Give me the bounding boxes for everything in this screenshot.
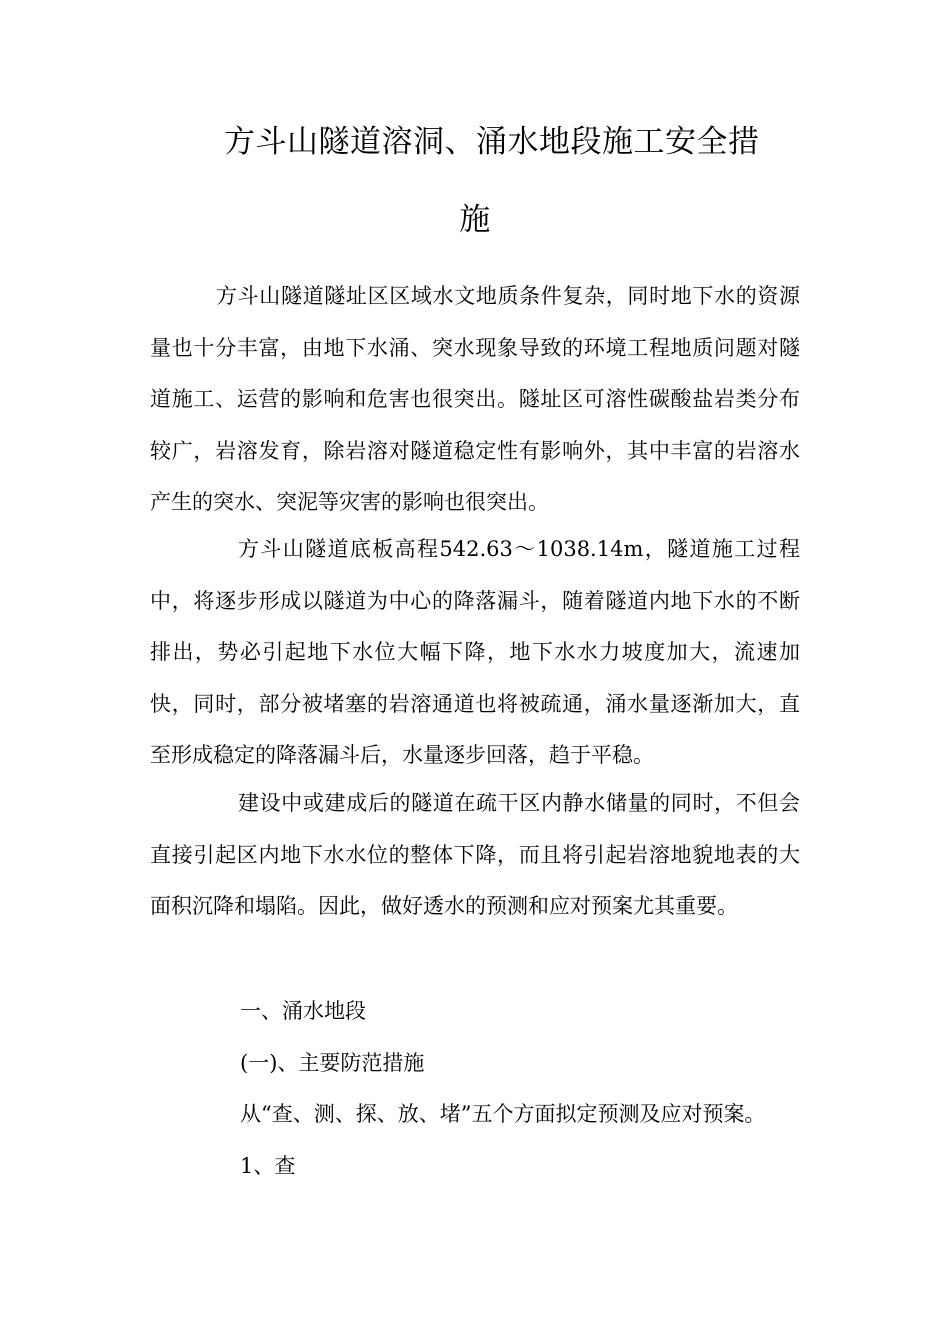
subsection-heading: (一)、主要防范措施 xyxy=(240,1051,425,1075)
document-title-line-2: 施 xyxy=(459,202,491,238)
document-title-line-1: 方斗山隧道溶洞、涌水地段施工安全措 xyxy=(224,124,760,160)
paragraph-elevation: 方斗山隧道底板高程542.63～1038.14m，隧道施工过程中，将逐步形成以隧道为中心的降落漏斗，随着隧道内地下水的不断排出，势必引起地下水位大幅下降，地下水水力坡度加大，流速加快，同时，部分被堵塞的岩溶通道也将被疏通，涌水量逐渐加大，直至形成稳定的降落漏斗后，水量逐步回落，趋于平稳。 xyxy=(150,537,800,767)
section-heading: 一、涌水地段 xyxy=(240,999,366,1023)
intro-line: 从“查、测、探、放、堵”五个方面拟定预测及应对预案。 xyxy=(240,1102,766,1126)
paragraph-drainage-impact: 建设中或建成后的隧道在疏干区内静水储量的同时，不但会直接引起区内地下水水位的整体下降，而且将引起岩溶地貌地表的大面积沉降和塌陷。因此，做好透水的预测和应对预案尤其重要。 xyxy=(150,791,800,918)
paragraph-hydrogeology: 方斗山隧道隧址区区域水文地质条件复杂，同时地下水的资源量也十分丰富，由地下水涌、突水现象导致的环境工程地质问题对隧道施工、运营的影响和危害也很突出。隧址区可溶性碳酸盐岩类分布较广，岩溶发育，除岩溶对隧道稳定性有影响外，其中丰富的岩溶水产生的突水、突泥等灾害的影响也很突出。 xyxy=(150,284,800,514)
item-heading: 1、查 xyxy=(240,1154,296,1178)
